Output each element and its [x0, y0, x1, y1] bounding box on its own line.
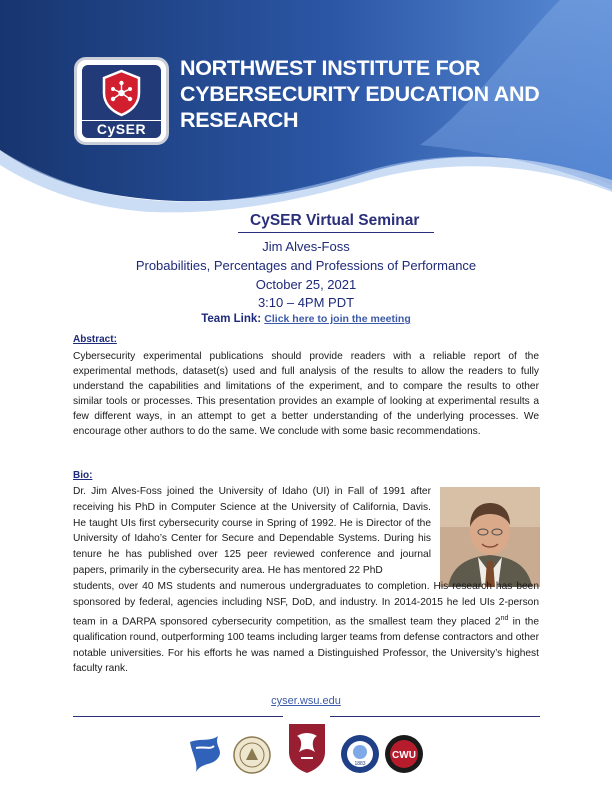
eagle-logo-icon	[188, 732, 226, 783]
seminar-title-underline	[238, 232, 434, 233]
wsu-cougar-logo-icon	[287, 722, 327, 779]
footer-rule-left	[73, 716, 283, 717]
cyser-logo	[74, 57, 169, 145]
abstract-heading: Abstract:	[73, 334, 117, 345]
event-date: October 25, 2021	[255, 277, 357, 292]
website-link[interactable]: cyser.wsu.edu	[271, 695, 341, 707]
bio-part2-tail: in the qualification round, outperforming 100 teams including larger teams from defense contractors and other notable universities. For his efforts he was named a Distinguished Professor, the University’s highest faculty rank.	[73, 615, 539, 675]
state-seal-icon	[340, 734, 380, 779]
bio-text-part2	[73, 579, 539, 677]
organization-title	[180, 55, 600, 133]
footer-rule-right	[330, 716, 540, 717]
ordinal-suffix: nd	[500, 614, 509, 622]
seal-year-text: 1883	[354, 761, 366, 767]
abstract-text: Cybersecurity experimental publications should provide readers with a reliable report of the experimental methods, dataset(s) used and full analysis of the results to allow the readers to fully understand the capabilities and limitations of the experiment, and to compare the results to other similar tools or processes. This presentation provides an example of looking at experimental results a few different ways, in an attempt to get a better understanding of the underlying processes. We encourage other authors to do the same. We conclude with some basic recommendations.	[73, 351, 539, 438]
bio-part2-main: students, over 40 MS students and numerous undergraduates to completion. His research has been sponsored by federal, agencies including NSF, DoD, and industry. In 2014-2015 he led UIs 2-person team in a DARPA sponsored cybersecurity competition, as the smallest team they placed 2	[73, 581, 539, 627]
shield-icon	[82, 65, 161, 120]
org-title-line-2: CYBERSECURITY EDUCATION AND	[180, 82, 540, 106]
cwu-text: CWU	[392, 750, 416, 761]
bio-heading: Bio:	[73, 470, 93, 481]
cwu-logo-icon	[384, 734, 424, 779]
university-seal-icon	[233, 736, 271, 779]
talk-title: Probabilities, Percentages and Professions of Performance	[135, 258, 477, 273]
org-title-line-3: RESEARCH	[180, 108, 299, 132]
join-meeting-link[interactable]: Click here to join the meeting	[264, 313, 411, 325]
header-banner	[0, 0, 612, 215]
speaker-photo	[440, 487, 540, 587]
event-time: 3:10 – 4PM PDT	[257, 295, 355, 310]
speaker-name: Jim Alves-Foss	[262, 239, 350, 254]
seminar-series-title: CySER Virtual Seminar	[250, 212, 420, 229]
team-link-row	[0, 313, 612, 325]
logo-wordmark: CySER	[82, 121, 161, 138]
partner-logos	[0, 722, 612, 792]
bio-text-part1: Dr. Jim Alves-Foss joined the University of Idaho (UI) in Fall of 1991 after receiving his PhD in Computer Science at the University of California, Davis. He taught UIs first cybersecurity course in Spring of 1992. He is Director of the University of Idaho’s Center for Secure and Dependable Systems. During his tenure he has published over 125 peer reviewed conference and journal papers, primarily in the cybersecurity area. He has mentored 22 PhD	[73, 486, 431, 576]
team-link-label: Team Link:	[201, 313, 262, 325]
org-title-line-1: NORTHWEST INSTITUTE FOR	[180, 56, 481, 80]
